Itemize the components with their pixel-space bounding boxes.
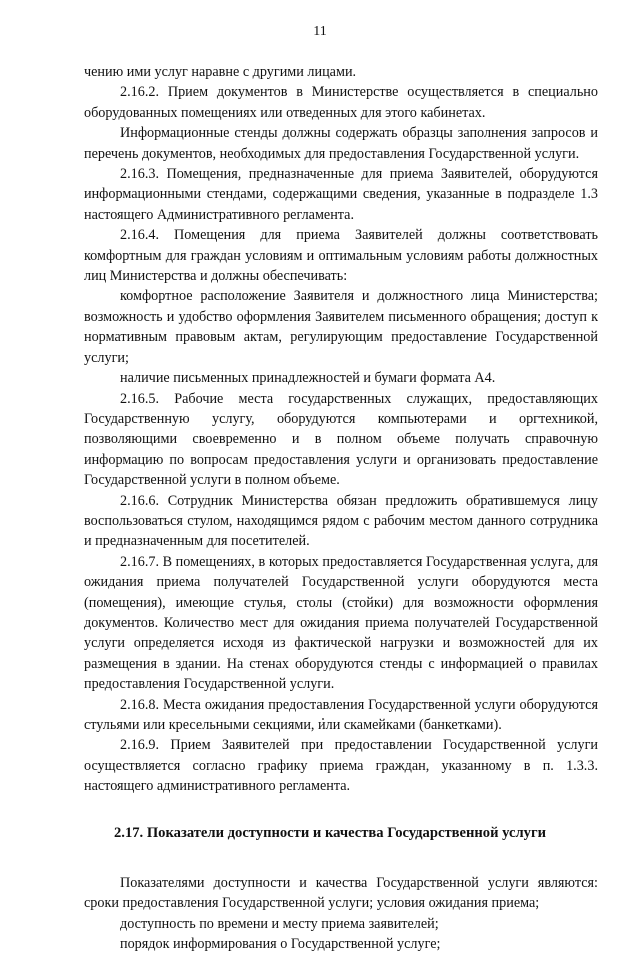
paragraph-2-16-2: 2.16.2. Прием документов в Министерстве осуществляется в специально оборудованных помещениях или отведенных для этого кабинетах. [84, 84, 598, 121]
paragraph-2-16-8: 2.16.8. Места ожидания предоставления Государственной услуги оборудуются стульями или кресельными секциями, или скамейками (банкетками). [84, 696, 598, 733]
paragraph-2-16-3: 2.16.3. Помещения, предназначенные для приема Заявителей, оборудуются информационными стендами, содержащими сведения, указанные в подразделе 1.3 настоящего Административного регламента. [84, 166, 598, 223]
section-heading-2-17: 2.17. Показатели доступности и качества Государственной услуги [114, 824, 546, 841]
paragraph-2-16-9: 2.16.9. Прием Заявителей при предоставлении Государственной услуги осуществляется согласно графику приема граждан, указанному в п. 1.3.3. настоящего административного регламента. [84, 737, 598, 795]
paragraph-2-16-5: 2.16.5. Рабочие места государственных служащих, предоставляющих Государственную услугу, оборудуются компьютерами и оргтехникой, позволяющими своевременно и в полном объеме получать справочную информацию по вопросам предоставления услуги и организовать предоставление Государственной услуги в полном объеме. [84, 390, 598, 489]
paragraph-informing-order: порядок информирования о Государственной услуге; [120, 936, 441, 953]
paragraph-availability: доступность по времени и месту приема заявителей; [120, 915, 439, 932]
paragraph-continuation: чению ими услуг наравне с другими лицами. [84, 64, 357, 80]
paragraph-2-16-6: 2.16.6. Сотрудник Министерства обязан предложить обратившемуся лицу воспользоваться стулом, находящимся рядом с рабочим местом данного сотрудника и предназначенным для посетителей. [84, 492, 598, 550]
paragraph-stationery: наличие письменных принадлежностей и бумаги формата А4. [120, 370, 496, 387]
page-number: 11 [313, 24, 327, 39]
document-body [84, 62, 598, 955]
paragraph-2-16-7: 2.16.7. В помещениях, в которых предоставляется Государственная услуга, для ожидания приема получателей Государственной услуги оборудуются места (помещения), имеющие стулья, столы (стойки) для возможности оформления документов. Количество мест для ожидания приема получателей Государственной услуги определяется исходя из фактической нагрузки и возможностей для их размещения в здании. На стенах оборудуются стенды с информацией о правилах предоставления Государственной услуги. [84, 553, 598, 693]
paragraph-info-stands: Информационные стенды должны содержать образцы заполнения запросов и перечень документов, необходимых для предоставления Государственной услуги. [84, 125, 598, 162]
paragraph-indicators-intro: Показателями доступности и качества Государственной услуги являются: сроки предоставления Государственной услуги; условия ожидания приема; [84, 875, 598, 912]
paragraph-comfort-placement: комфортное расположение Заявителя и должностного лица Министерства; возможность и удобство оформления Заявителем письменного обращения; доступ к нормативным правовым актам, регулирующим предоставление Государственной услуги; [84, 288, 598, 366]
paragraph-2-16-4: 2.16.4. Помещения для приема Заявителей должны соответствовать комфортным для граждан условиям и оптимальным условиям работы должностных лиц Министерства и должны обеспечивать: [84, 227, 598, 285]
